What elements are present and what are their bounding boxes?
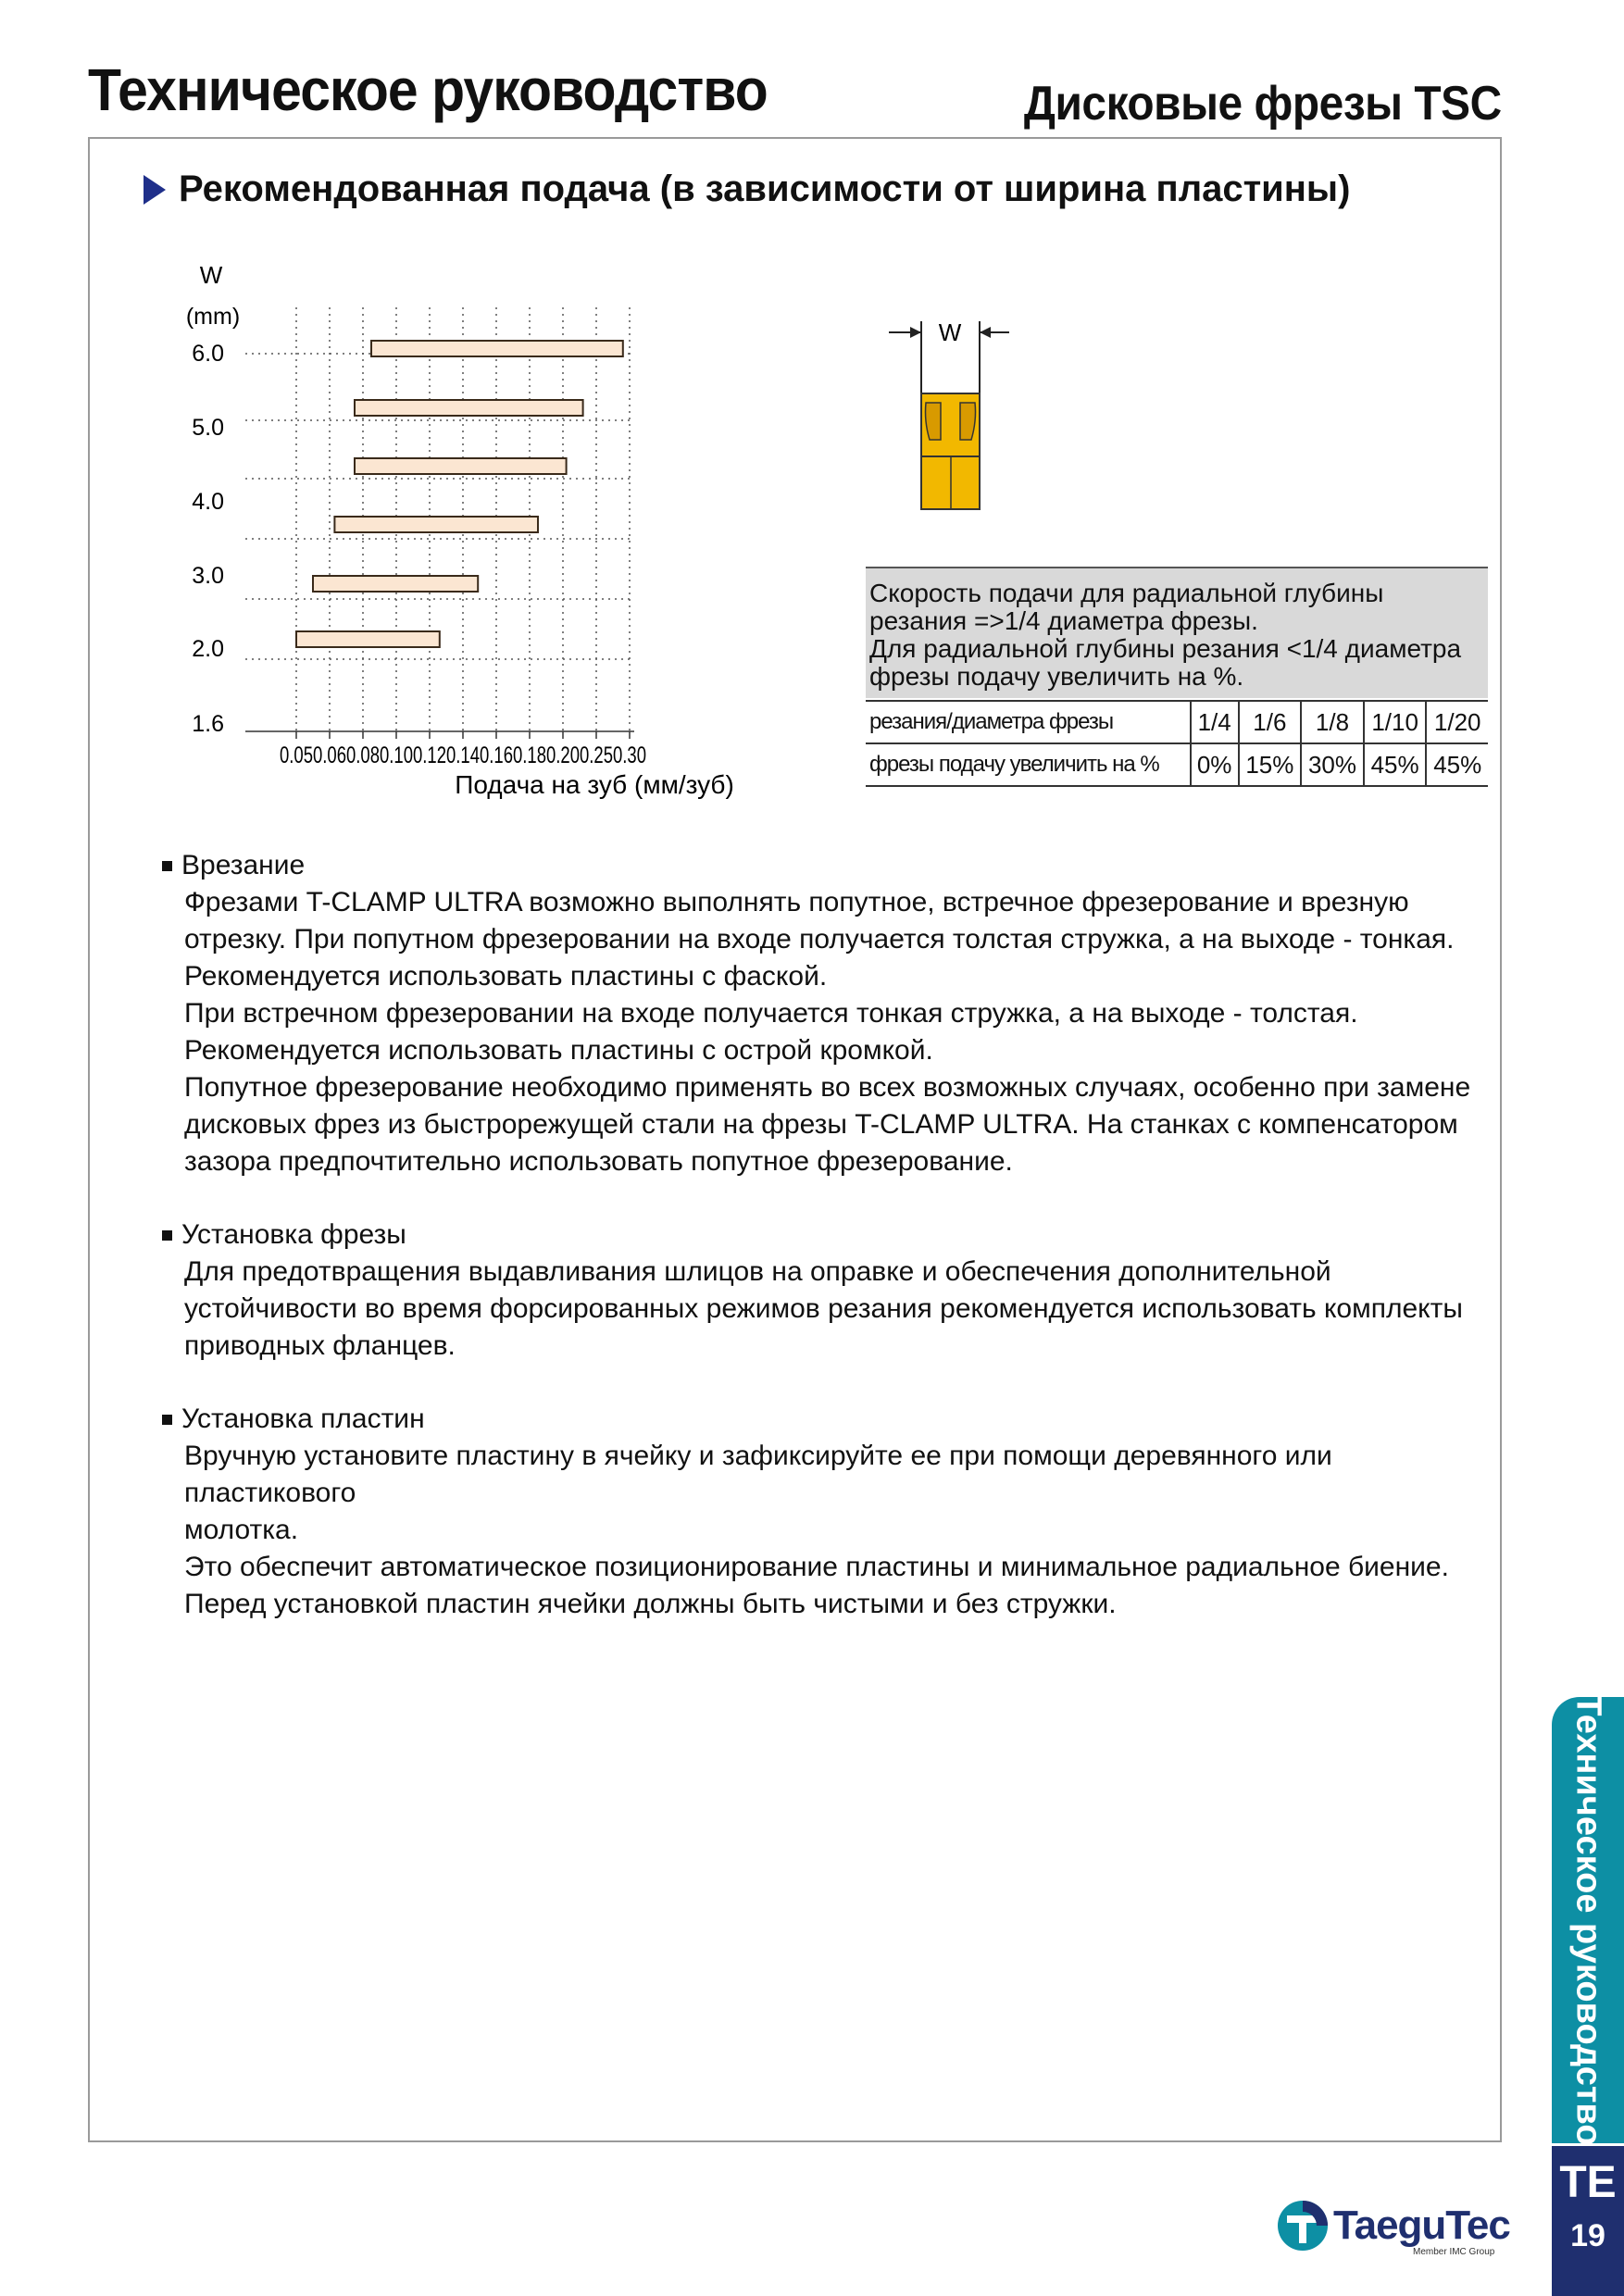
- section-head: [162, 847, 1495, 884]
- section-code: TE: [1559, 2158, 1617, 2207]
- table-cell: 15%: [1239, 743, 1302, 786]
- page-header-subtitle: Дисковые фрезы TSC: [1024, 77, 1502, 131]
- table-cell: 0%: [1191, 743, 1239, 786]
- x-tick-label: 0.06: [313, 742, 346, 768]
- table-row: [866, 743, 1488, 786]
- info-line: резания =>1/4 диаметра фрезы.: [869, 606, 1258, 635]
- square-bullet-icon: [162, 861, 172, 871]
- x-tick-label: 0.12: [413, 742, 446, 768]
- text-line: устойчивости во время форсированных режимов резания рекомендуется использовать комплекты: [184, 1293, 1463, 1324]
- taegutec-emblem-icon: [1276, 2199, 1330, 2252]
- feed-range-bar: [313, 576, 478, 592]
- feed-range-bar: [334, 517, 538, 532]
- x-tick-label: 0.10: [380, 742, 413, 768]
- text-line: отрезку. При попутном фрезеровании на входе получается толстая стружка, а на выходе - тонкая.: [184, 924, 1455, 955]
- feed-range-bar: [371, 341, 623, 356]
- x-tick-label: 0.30: [613, 742, 646, 768]
- y-axis-label-w: W: [199, 261, 223, 289]
- x-tick-label: 0.16: [480, 742, 513, 768]
- table-cell: 1/4: [1191, 701, 1239, 743]
- text-line: Фрезами T-CLAMP ULTRA возможно выполнять попутное, встречное фрезерование и врезную: [184, 887, 1409, 917]
- y-tick-label: 6.0: [192, 341, 224, 367]
- info-line: Для радиальной глубины резания <1/4 диаметра: [869, 634, 1462, 663]
- text-line: зазора предпочтительно использовать попутное фрезерование.: [184, 1146, 1013, 1177]
- x-axis-label: Подача на зуб (мм/зуб): [455, 770, 734, 799]
- side-tab: [1552, 1694, 1624, 2146]
- x-tick-labels: [280, 742, 646, 768]
- page-number-box: [1552, 2146, 1624, 2296]
- triangle-bullet-icon: [144, 175, 166, 205]
- table-cell: 45%: [1426, 743, 1488, 786]
- text-line: Рекомендуется использовать пластины с острой кромкой.: [184, 1035, 933, 1066]
- feed-range-bar: [355, 458, 567, 474]
- text-line: Вручную установите пластину в ячейку и зафиксируйте ее при помощи деревянного или пластикового: [184, 1441, 1332, 1508]
- insert-width-diagram: [870, 310, 1056, 514]
- text-line: Попутное фрезерование необходимо применять во всех возможных случаях, особенно при замене: [184, 1072, 1471, 1103]
- text-line: Рекомендуется использовать пластины с фаской.: [184, 961, 828, 992]
- text-line: Это обеспечит автоматическое позиционирование пластины и минимальное радиальное биение.: [184, 1552, 1449, 1582]
- y-tick-label: 2.0: [192, 636, 224, 662]
- section-ustanovka-plastin: [162, 1401, 1495, 1623]
- feed-info-box: [866, 567, 1488, 698]
- y-tick-label: 1.6: [192, 711, 224, 737]
- square-bullet-icon: [162, 1415, 172, 1425]
- text-line: дисковых фрез из быстрорежущей стали на фрезы T-CLAMP ULTRA. На станках с компенсатором: [184, 1109, 1458, 1140]
- table-cell: 1/10: [1364, 701, 1427, 743]
- x-tick-label: 0.20: [546, 742, 580, 768]
- y-axis-label-unit: (mm): [185, 304, 241, 330]
- page-number: 19: [1570, 2218, 1605, 2253]
- feed-range-bar: [355, 400, 583, 416]
- y-tick-label: 5.0: [192, 415, 224, 441]
- page-header-title: Техническое руководство: [88, 56, 768, 123]
- chart-bars: [296, 341, 623, 647]
- side-tab-text: Техническое руководство: [1568, 1694, 1608, 2146]
- text-line: молотка.: [184, 1515, 299, 1545]
- section-title: Установка фрезы: [181, 1219, 406, 1250]
- table-row-label: резания/диаметра фрезы: [866, 701, 1191, 743]
- section-head: [162, 1217, 1495, 1254]
- table-cell: 1/6: [1239, 701, 1302, 743]
- feed-chart: [167, 252, 852, 807]
- x-tick-label: 0.18: [513, 742, 546, 768]
- y-tick-label: 4.0: [192, 489, 224, 515]
- info-line: фрезы подачу увеличить на %.: [869, 662, 1244, 691]
- logo-wordmark: TaeguTec: [1333, 2202, 1510, 2248]
- x-tick-label: 0.14: [446, 742, 481, 768]
- feed-increase-table: [866, 700, 1488, 787]
- text-line: Для предотвращения выдавливания шлицов на оправке и обеспечения дополнительной: [184, 1256, 1331, 1287]
- x-tick-label: 0.05: [280, 742, 313, 768]
- table-row-label: фрезы подачу увеличить на %: [866, 743, 1191, 786]
- logo-tagline: Member IMC Group: [1413, 2247, 1495, 2257]
- body-text: [162, 847, 1495, 1659]
- table-cell: 1/8: [1301, 701, 1364, 743]
- x-tick-label: 0.08: [346, 742, 380, 768]
- section-title: Врезание: [181, 850, 306, 880]
- y-tick-labels: [192, 341, 224, 737]
- info-line: Скорость подачи для радиальной глубины: [869, 579, 1384, 607]
- y-tick-label: 3.0: [192, 563, 224, 589]
- table-row: [866, 701, 1488, 743]
- table-cell: 1/20: [1426, 701, 1488, 743]
- feed-range-bar: [296, 631, 440, 647]
- text-line: Перед установкой пластин ячейки должны быть чистыми и без стружки.: [184, 1589, 1117, 1619]
- section-vrezanie: [162, 847, 1495, 1180]
- square-bullet-icon: [162, 1230, 172, 1241]
- section-heading: [144, 168, 1350, 210]
- section-head: [162, 1401, 1495, 1438]
- paragraph: [184, 1254, 1495, 1365]
- paragraph: [184, 884, 1495, 1180]
- width-label: W: [938, 318, 962, 346]
- text-line: При встречном фрезеровании на входе получается тонкая стружка, а на выходе - толстая.: [184, 998, 1358, 1029]
- section-title: Установка пластин: [181, 1404, 425, 1434]
- x-tick-label: 0.25: [580, 742, 613, 768]
- section-heading-text: Рекомендованная подача (в зависимости от ширина пластины): [179, 168, 1351, 209]
- table-cell: 45%: [1364, 743, 1427, 786]
- table-cell: 30%: [1301, 743, 1364, 786]
- text-line: приводных фланцев.: [184, 1330, 456, 1361]
- taegutec-logo: [1276, 2199, 1510, 2257]
- section-ustanovka-frezy: [162, 1217, 1495, 1365]
- paragraph: [184, 1438, 1495, 1623]
